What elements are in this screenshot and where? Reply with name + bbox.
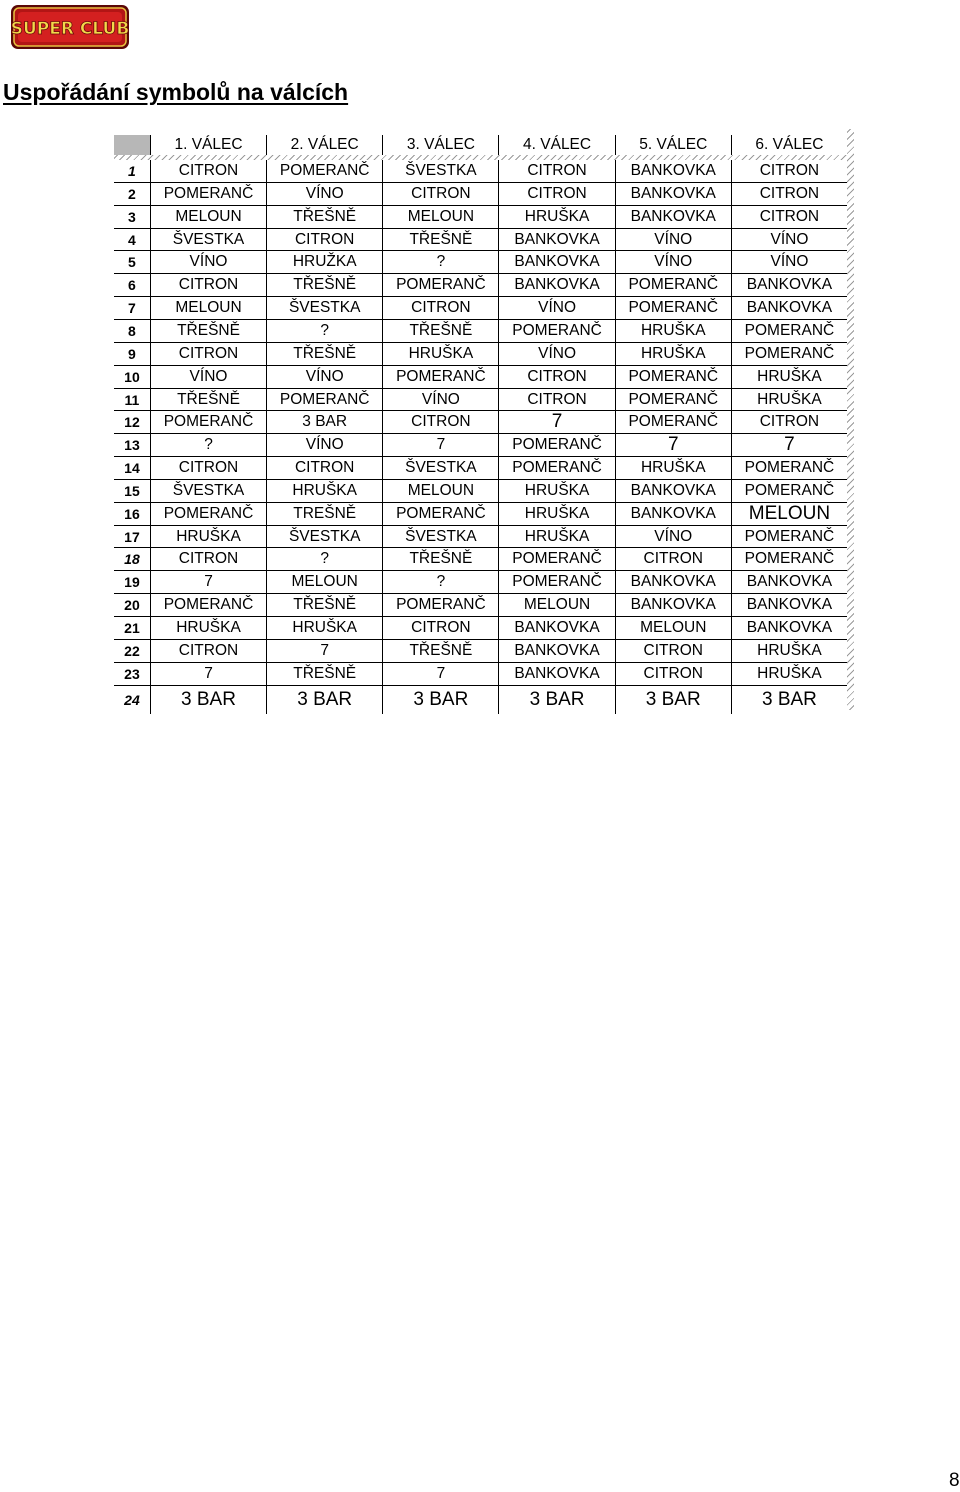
reel-symbol-cell: CITRON xyxy=(615,663,731,686)
reel-symbol-cell: BANKOVKA xyxy=(498,663,614,686)
reel-symbol-cell: CITRON xyxy=(266,229,382,252)
reel-symbol-cell: BANKOVKA xyxy=(615,571,731,594)
reel-symbol-cell: MELOUN xyxy=(731,503,847,526)
reel-symbol-cell: 3 BAR xyxy=(498,686,614,714)
reel-symbol-cell: MELOUN xyxy=(382,480,498,503)
reel-symbol-cell: CITRON xyxy=(150,343,266,366)
reel-symbol-cell: BANKOVKA xyxy=(731,297,847,320)
reel-symbol-cell: POMERANČ xyxy=(150,411,266,434)
reel-symbol-cell: TŘEŠNĚ xyxy=(150,320,266,343)
reel-symbol-cell: HRUŠKA xyxy=(150,526,266,549)
reel-symbol-cell: HRUŠKA xyxy=(498,526,614,549)
reel-symbol-cell: CITRON xyxy=(150,548,266,571)
reel-symbol-cell: POMERANČ xyxy=(498,457,614,480)
reel-symbol-cell: 3 BAR xyxy=(266,411,382,434)
reel-symbol-cell: POMERANČ xyxy=(382,594,498,617)
reel-symbol-cell: MELOUN xyxy=(266,571,382,594)
reel-symbol-cell: TŘEŠNĚ xyxy=(382,640,498,663)
table-row xyxy=(114,548,847,571)
table-row xyxy=(114,594,847,617)
reel-symbol-cell: 7 xyxy=(498,411,614,434)
reel-symbol-cell: 3 BAR xyxy=(150,686,266,714)
reel-symbol-cell: POMERANČ xyxy=(382,274,498,297)
reel-symbol-cell: ŠVESTKA xyxy=(150,480,266,503)
reel-symbol-cell: BANKOVKA xyxy=(498,251,614,274)
row-number: 12 xyxy=(124,414,140,431)
table-row xyxy=(114,160,847,183)
reel-symbol-cell: HRUŠKA xyxy=(615,457,731,480)
reel-symbol-cell: BANKOVKA xyxy=(731,571,847,594)
row-number: 15 xyxy=(124,482,140,499)
reel-symbol-cell: POMERANČ xyxy=(382,366,498,389)
reel-symbol-cell: CITRON xyxy=(150,274,266,297)
reel-symbol-cell: POMERANČ xyxy=(382,503,498,526)
reel-symbol-cell: POMERANČ xyxy=(150,183,266,206)
reel-symbol-cell: 3 BAR xyxy=(615,686,731,714)
reel-symbol-cell: HRUŠKA xyxy=(731,640,847,663)
reel-symbol-cell: ŠVESTKA xyxy=(266,526,382,549)
table-row xyxy=(114,274,847,297)
reel-symbol-cell: MELOUN xyxy=(498,594,614,617)
column-header: 5. VÁLEC xyxy=(615,135,731,155)
reel-symbol-cell: POMERANČ xyxy=(615,389,731,412)
row-number-header xyxy=(114,135,150,155)
row-number: 16 xyxy=(124,505,140,522)
reel-symbol-cell: VÍNO xyxy=(615,229,731,252)
reel-symbol-cell: CITRON xyxy=(150,160,266,183)
table-row xyxy=(114,686,847,714)
reel-symbol-cell: POMERANČ xyxy=(266,160,382,183)
reel-symbol-cell: VÍNO xyxy=(150,251,266,274)
table-row xyxy=(114,366,847,389)
reel-symbol-cell: TŘEŠNĚ xyxy=(266,663,382,686)
reel-symbol-cell: ? xyxy=(150,434,266,457)
table-row xyxy=(114,389,847,412)
reel-symbol-cell: VÍNO xyxy=(382,389,498,412)
column-header: 4. VÁLEC xyxy=(498,135,614,155)
row-number: 11 xyxy=(124,391,140,408)
reel-symbol-cell: VÍNO xyxy=(731,229,847,252)
reel-symbol-cell: VÍNO xyxy=(150,366,266,389)
reel-symbol-cell: CITRON xyxy=(731,160,847,183)
reel-symbol-cell: ? xyxy=(266,548,382,571)
table-row xyxy=(114,320,847,343)
reel-symbol-cell: BANKOVKA xyxy=(498,617,614,640)
table-row xyxy=(114,503,847,526)
reel-symbol-cell: TŘEŠNĚ xyxy=(266,343,382,366)
table-row xyxy=(114,251,847,274)
reel-symbol-cell: CITRON xyxy=(382,297,498,320)
reel-symbol-cell: VÍNO xyxy=(266,366,382,389)
reel-symbol-cell: POMERANČ xyxy=(615,411,731,434)
reel-symbol-cell: BANKOVKA xyxy=(615,480,731,503)
reel-symbol-cell: POMERANČ xyxy=(150,503,266,526)
row-number: 7 xyxy=(128,300,136,317)
column-header: 2. VÁLEC xyxy=(266,135,382,155)
reel-symbol-cell: MELOUN xyxy=(150,297,266,320)
reel-symbol-cell: HRUŠKA xyxy=(266,617,382,640)
reel-symbol-cell: HRUŠKA xyxy=(498,480,614,503)
column-header: 3. VÁLEC xyxy=(382,135,498,155)
reel-symbol-cell: POMERANČ xyxy=(731,343,847,366)
reel-symbol-cell: 7 xyxy=(150,663,266,686)
reel-symbol-cell: TŘEŠNĚ xyxy=(150,389,266,412)
reel-symbol-cell: CITRON xyxy=(731,206,847,229)
reel-symbol-cell: TŘEŠNĚ xyxy=(382,548,498,571)
reel-symbol-cell: HRUŠKA xyxy=(615,320,731,343)
row-number: 3 xyxy=(128,208,136,225)
row-number: 21 xyxy=(124,620,140,636)
reel-symbol-cell: POMERANČ xyxy=(266,389,382,412)
reel-symbol-cell: HRUŠKA xyxy=(382,343,498,366)
row-number: 13 xyxy=(124,437,140,454)
column-header: 1. VÁLEC xyxy=(150,135,266,155)
table-row xyxy=(114,617,847,640)
reel-symbol-cell: 3 BAR xyxy=(731,686,847,714)
table-row xyxy=(114,640,847,663)
table-row xyxy=(114,183,847,206)
reel-symbol-cell: VÍNO xyxy=(615,251,731,274)
reel-symbol-cell: POMERANČ xyxy=(615,366,731,389)
reel-symbol-cell: BANKOVKA xyxy=(615,206,731,229)
row-number: 9 xyxy=(128,345,136,362)
reel-symbol-cell: 7 xyxy=(382,434,498,457)
row-number: 18 xyxy=(124,551,140,568)
reel-symbol-cell: CITRON xyxy=(731,411,847,434)
reel-symbol-cell: 7 xyxy=(150,571,266,594)
reel-symbol-cell: ŠVESTKA xyxy=(150,229,266,252)
row-number: 2 xyxy=(128,185,136,202)
reel-symbol-cell: CITRON xyxy=(498,366,614,389)
reel-symbol-cell: VÍNO xyxy=(498,297,614,320)
reel-symbol-cell: ? xyxy=(382,251,498,274)
table-row xyxy=(114,526,847,549)
reel-symbol-cell: HRUŠKA xyxy=(615,343,731,366)
table-right-border xyxy=(847,129,854,710)
reel-symbol-cell: TŘEŠNĚ xyxy=(266,274,382,297)
reel-symbol-cell: ŠVESTKA xyxy=(382,160,498,183)
table-row xyxy=(114,297,847,320)
reel-symbol-cell: CITRON xyxy=(382,183,498,206)
reel-symbol-cell: POMERANČ xyxy=(615,297,731,320)
reel-symbol-cell: CITRON xyxy=(731,183,847,206)
table-row xyxy=(114,206,847,229)
reel-symbol-cell: VÍNO xyxy=(266,183,382,206)
table-row xyxy=(114,434,847,457)
reel-symbol-cell: CITRON xyxy=(498,183,614,206)
reel-symbol-cell: 3 BAR xyxy=(266,686,382,714)
reel-symbol-cell: BANKOVKA xyxy=(615,594,731,617)
reel-symbol-cell: CITRON xyxy=(498,389,614,412)
row-number: 17 xyxy=(124,528,140,545)
reel-symbol-cell: 7 xyxy=(266,640,382,663)
reel-symbol-cell: HRUŠKA xyxy=(498,503,614,526)
reel-symbol-cell: POMERANČ xyxy=(150,594,266,617)
column-header: 6. VÁLEC xyxy=(731,135,847,155)
reel-symbol-cell: CITRON xyxy=(382,411,498,434)
reel-symbol-cell: TŘEŠNĚ xyxy=(266,594,382,617)
row-number: 8 xyxy=(128,322,136,339)
reel-symbol-cell: BANKOVKA xyxy=(615,503,731,526)
reel-symbol-cell: POMERANČ xyxy=(498,320,614,343)
svg-text:SUPER CLUB: SUPER CLUB xyxy=(10,19,130,39)
reel-symbol-cell: POMERANČ xyxy=(498,548,614,571)
reel-symbol-cell: POMERANČ xyxy=(498,571,614,594)
reel-symbol-cell: ? xyxy=(382,571,498,594)
reel-symbol-cell: HRUŠKA xyxy=(150,617,266,640)
reel-symbol-cell: POMERANČ xyxy=(731,480,847,503)
reel-symbol-cell: CITRON xyxy=(615,548,731,571)
reel-symbol-cell: POMERANČ xyxy=(731,526,847,549)
reel-symbol-cell: CITRON xyxy=(615,640,731,663)
row-number: 14 xyxy=(124,460,140,477)
table-row xyxy=(114,457,847,480)
table-row xyxy=(114,571,847,594)
reel-symbol-cell: 7 xyxy=(731,434,847,457)
reel-symbol-cell: VÍNO xyxy=(498,343,614,366)
super-club-logo xyxy=(10,4,130,50)
reel-symbol-cell: TŘEŠNĚ xyxy=(382,229,498,252)
reel-symbol-cell: VÍNO xyxy=(731,251,847,274)
reel-symbol-cell: BANKOVKA xyxy=(731,594,847,617)
reel-symbol-cell: POMERANČ xyxy=(731,320,847,343)
reel-symbol-cell: VÍNO xyxy=(615,526,731,549)
reel-symbol-cell: MELOUN xyxy=(615,617,731,640)
reel-symbol-cell: BANKOVKA xyxy=(498,274,614,297)
row-number: 22 xyxy=(124,642,140,659)
reel-symbol-cell: TŘEŠNĚ xyxy=(266,206,382,229)
reel-symbol-cell: MELOUN xyxy=(150,206,266,229)
reel-symbol-cell: ŠVESTKA xyxy=(382,526,498,549)
reel-symbol-cell: ŠVESTKA xyxy=(266,297,382,320)
reel-symbol-cell: 7 xyxy=(615,434,731,457)
reel-symbol-cell: ŠVESTKA xyxy=(382,457,498,480)
reel-symbol-cell: TREŠNĚ xyxy=(266,503,382,526)
reel-symbol-cell: TŘEŠNĚ xyxy=(382,320,498,343)
reel-symbol-cell: CITRON xyxy=(150,457,266,480)
reel-symbol-cell: BANKOVKA xyxy=(731,617,847,640)
table-row xyxy=(114,480,847,503)
reel-symbol-cell: HRUŠKA xyxy=(266,480,382,503)
reel-symbol-cell: POMERANČ xyxy=(731,457,847,480)
reel-symbol-cell: BANKOVKA xyxy=(498,229,614,252)
reel-symbol-cell: ? xyxy=(266,320,382,343)
table-row xyxy=(114,229,847,252)
reel-symbol-cell: CITRON xyxy=(498,160,614,183)
reel-symbol-cell: BANKOVKA xyxy=(498,640,614,663)
table-row xyxy=(114,411,847,434)
reel-symbol-cell: MELOUN xyxy=(382,206,498,229)
reel-symbol-cell: POMERANČ xyxy=(731,548,847,571)
row-number: 19 xyxy=(124,574,140,591)
reel-symbol-cell: HRUŠKA xyxy=(498,206,614,229)
reel-symbol-cell: HRUŽKA xyxy=(266,251,382,274)
row-number: 20 xyxy=(124,597,140,614)
page-number: 8 xyxy=(949,1470,960,1491)
reel-symbol-cell: HRUŠKA xyxy=(731,389,847,412)
table-header-row xyxy=(114,135,847,155)
reel-symbol-cell: 7 xyxy=(382,663,498,686)
row-number: 4 xyxy=(128,231,136,248)
page-title: Uspořádání symbolů na válcích xyxy=(3,79,349,105)
reel-symbol-cell: 3 BAR xyxy=(382,686,498,714)
reel-symbol-cell: HRUŠKA xyxy=(731,366,847,389)
reel-symbol-cell: CITRON xyxy=(266,457,382,480)
reel-symbol-cell: BANKOVKA xyxy=(731,274,847,297)
row-number: 24 xyxy=(124,691,140,708)
reel-symbol-cell: BANKOVKA xyxy=(615,183,731,206)
reel-symbol-cell: HRUŠKA xyxy=(731,663,847,686)
reel-symbol-cell: VÍNO xyxy=(266,434,382,457)
table-row xyxy=(114,343,847,366)
row-number: 6 xyxy=(128,277,136,294)
table-row xyxy=(114,663,847,686)
row-number: 10 xyxy=(124,368,140,385)
reel-symbol-cell: POMERANČ xyxy=(615,274,731,297)
reel-symbol-cell: BANKOVKA xyxy=(615,160,731,183)
reel-symbol-cell: CITRON xyxy=(382,617,498,640)
reel-symbol-cell: POMERANČ xyxy=(498,434,614,457)
row-number: 1 xyxy=(128,163,136,179)
row-number: 5 xyxy=(128,254,136,271)
reel-symbol-cell: CITRON xyxy=(150,640,266,663)
row-number: 23 xyxy=(124,665,140,682)
